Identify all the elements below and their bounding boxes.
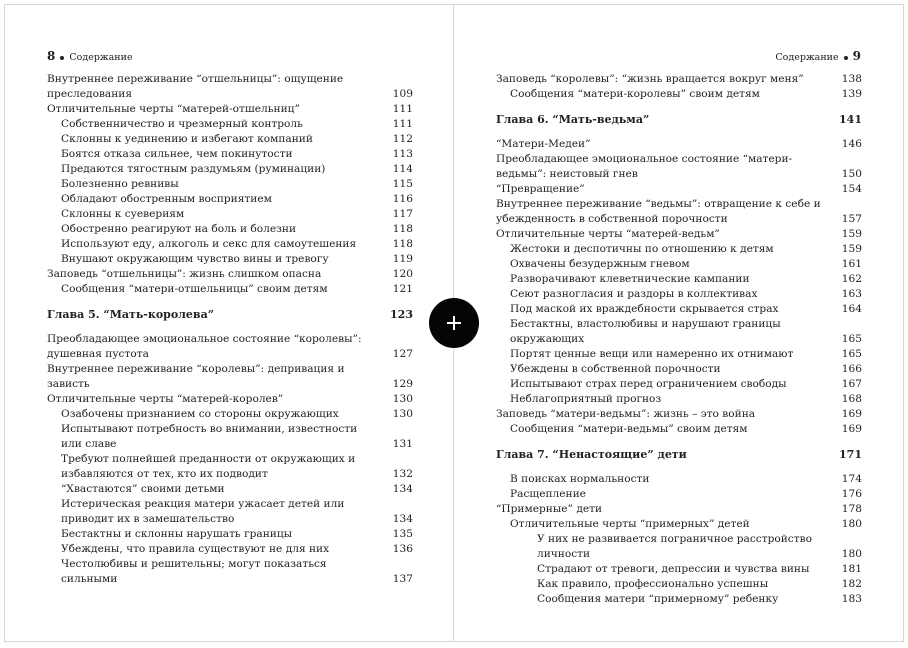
toc-entry-page: 134 [392,483,413,495]
toc-entry-title: Глава 5. “Мать-королева” [47,308,215,321]
toc-entry-title: Расщепление [510,488,586,500]
toc-entry-title: Преобладающее эмоциональное состояние “королевы”: душевная пустота [47,333,362,360]
toc-chapter-entry [47,307,413,322]
toc-entry-title: Озабочены признанием со стороны окружающих [61,408,339,420]
zoom-in-button[interactable] [429,298,479,348]
toc-entry-page: 180 [841,548,862,560]
toc-entry-title: Внутреннее переживание “королевы”: депривация и зависть [47,363,345,390]
toc-entry-page: 130 [392,408,413,420]
toc-entry-page: 127 [392,348,413,360]
toc-entry-title: Истерическая реакция матери ужасает детей или приводит их в замешательство [61,498,345,525]
right-page [453,4,904,642]
page-number-right: 9 [852,49,861,63]
toc-entry-title: Разворачивают клеветнические кампании [510,273,750,285]
toc-entry-page: 169 [841,408,862,420]
toc-entry-title: Сеют разногласия и раздоры в коллективах [510,288,758,300]
toc-entry-page: 169 [841,423,862,435]
toc-entry-title: Жестоки и деспотичны по отношению к детям [510,243,774,255]
toc-entry-title: “Превращение” [496,183,585,195]
toc-entry-title: У них не развивается пограничное расстройство личности [537,533,812,560]
toc-entry [496,472,862,487]
toc-entry-page: 176 [841,488,862,500]
toc-entry-title: Портят ценные вещи или намеренно их отнимают [510,348,794,360]
toc-entry [496,377,862,392]
toc-entry-page: 139 [841,88,862,100]
toc-entry-title: Используют еду, алкоголь и секс для самоутешения [61,238,357,250]
toc-entry [47,282,413,297]
toc-entry [47,132,413,147]
toc-entry [496,87,862,102]
toc-entry-title: Испытывают потребность во внимании, известности или славе [61,423,358,450]
toc-entry [496,592,862,607]
toc-entry [47,407,413,422]
toc-entry-page: 159 [841,228,862,240]
toc-entry-page: 183 [841,593,862,605]
toc-entry [496,392,862,407]
toc-entry [496,272,862,287]
toc-entry-page: 165 [841,348,862,360]
toc-entry-page: 162 [841,273,862,285]
toc-entry [496,317,862,347]
toc-entry-page: 121 [392,283,413,295]
toc-entry-page: 135 [392,528,413,540]
toc-entry [496,302,862,317]
toc-entry-title: Отличительные черты “матерей-ведьм” [496,228,720,240]
toc-entry-page: 123 [390,308,413,321]
toc-entry-title: “Матери-Медеи” [496,138,591,150]
toc-entry-title: Предаются тягостным раздумьям (руминации) [61,163,326,175]
toc-entry [47,332,413,362]
toc-entry [47,422,413,452]
toc-entry [47,222,413,237]
toc-entry-title: Как правило, профессионально успешны [537,578,769,590]
toc-entry-page: 154 [841,183,862,195]
toc-entry-title: Сообщения “матери-отшельницы” своим детям [61,283,328,295]
toc-entry-title: Заповедь “королевы”: “жизнь вращается вокруг меня” [496,73,804,85]
toc-entry-page: 134 [392,513,413,525]
toc-entry-title: Честолюбивы и решительны; могут показаться сильными [61,558,327,585]
toc-entry-title: Внушают окружающим чувство вины и тревогу [61,253,329,265]
toc-entry-page: 136 [392,543,413,555]
toc-entry [47,147,413,162]
toc-entry [47,237,413,252]
toc-entry [47,452,413,482]
toc-entry-page: 181 [841,563,862,575]
toc-entry [496,287,862,302]
toc-entry-title: Болезненно ревнивы [61,178,179,190]
toc-entry-title: Внутреннее переживание “отшельницы”: ощущение преследования [47,73,344,100]
toc-entry-page: 138 [841,73,862,85]
toc-entry [496,407,862,422]
toc-entry [496,422,862,437]
toc-entry [496,487,862,502]
toc-entry-page: 157 [841,213,862,225]
toc-list-right [496,72,862,607]
running-head-right [775,49,861,63]
bullet-dot [844,56,848,60]
toc-entry [496,257,862,272]
toc-entry-title: Преобладающее эмоциональное состояние “матери-ведьмы”: неистовый гнев [496,153,793,180]
toc-entry-page: 164 [841,303,862,315]
toc-entry-title: Испытывают страх перед ограничением свободы [510,378,787,390]
toc-entry-page: 163 [841,288,862,300]
toc-entry-title: Бестактны, властолюбивы и нарушают границы окружающих [510,318,781,345]
toc-entry-title: Глава 6. “Мать-ведьма” [496,113,650,126]
toc-entry [496,152,862,182]
toc-entry-page: 116 [392,193,413,205]
toc-entry-page: 146 [841,138,862,150]
toc-entry [47,497,413,527]
toc-entry-title: Собственничество и чрезмерный контроль [61,118,303,130]
toc-entry-title: Заповедь “отшельницы”: жизнь слишком опасна [47,268,322,280]
left-page [4,4,454,642]
toc-entry-page: 141 [839,113,862,126]
toc-entry-page: 113 [392,148,413,160]
toc-entry [496,517,862,532]
toc-entry [496,197,862,227]
toc-entry [496,72,862,87]
toc-entry-page: 132 [392,468,413,480]
toc-entry-title: Отличительные черты “примерных” детей [510,518,750,530]
toc-entry-title: Сообщения “матери-ведьмы” своим детям [510,423,748,435]
toc-entry-title: Отличительные черты “матерей-королев” [47,393,284,405]
toc-entry [47,362,413,392]
toc-entry-page: 131 [392,438,413,450]
toc-entry-page: 109 [392,88,413,100]
toc-entry-page: 111 [392,103,413,115]
toc-entry [47,392,413,407]
toc-entry-page: 150 [841,168,862,180]
toc-entry-page: 115 [392,178,413,190]
toc-entry [47,252,413,267]
toc-entry [496,137,862,152]
toc-entry [47,117,413,132]
toc-entry [496,227,862,242]
toc-entry [47,177,413,192]
page-number-left: 8 [47,49,56,63]
plus-icon [429,298,479,348]
toc-entry-title: Убеждены в собственной порочности [510,363,721,375]
toc-entry-page: 166 [841,363,862,375]
toc-entry-page: 112 [392,133,413,145]
toc-entry-title: Неблагоприятный прогноз [510,393,662,405]
toc-entry-page: 171 [839,448,862,461]
toc-entry-page: 129 [392,378,413,390]
toc-chapter-entry [496,112,862,127]
toc-entry [47,162,413,177]
toc-entry-title: Внутреннее переживание “ведьмы”: отвращение к себе и убежденность в собственной порочности [496,198,821,225]
toc-entry-page: 118 [392,223,413,235]
toc-entry-title: Страдают от тревоги, депрессии и чувства вины [537,563,810,575]
toc-entry [47,207,413,222]
running-head-title-right: Содержание [775,52,839,63]
toc-entry-title: Под маской их враждебности скрывается страх [510,303,779,315]
toc-entry-title: Склонны к уединению и избегают компаний [61,133,313,145]
toc-entry-page: 120 [392,268,413,280]
toc-entry [47,527,413,542]
toc-list-left [47,72,413,587]
toc-entry [47,267,413,282]
toc-entry [496,532,862,562]
toc-entry-title: Требуют полнейшей преданности от окружающих и избавляются от тех, кто их подводит [61,453,356,480]
toc-entry-page: 117 [392,208,413,220]
toc-entry-page: 111 [392,118,413,130]
running-head-title-left: Содержание [69,52,133,63]
toc-entry [496,362,862,377]
toc-entry-title: Сообщения матери “примерному” ребенку [537,593,779,605]
toc-entry [47,102,413,117]
toc-entry-page: 118 [392,238,413,250]
toc-entry [496,577,862,592]
toc-entry-title: Боятся отказа сильнее, чем покинутости [61,148,293,160]
toc-entry-page: 114 [392,163,413,175]
toc-chapter-entry [496,447,862,462]
toc-entry-title: Отличительные черты “матерей-отшельниц” [47,103,300,115]
toc-entry-title: Охвачены безудержным гневом [510,258,690,270]
toc-entry-page: 130 [392,393,413,405]
toc-entry [47,72,413,102]
toc-entry-title: Заповедь “матери-ведьмы”: жизнь – это война [496,408,756,420]
toc-entry-title: Обладают обостренным восприятием [61,193,272,205]
toc-entry-title: “Примерные” дети [496,503,603,515]
toc-entry-page: 119 [392,253,413,265]
toc-entry-page: 174 [841,473,862,485]
toc-entry [47,557,413,587]
toc-entry-title: Склонны к суевериям [61,208,185,220]
toc-entry-page: 165 [841,333,862,345]
toc-entry-page: 168 [841,393,862,405]
toc-entry-title: Обостренно реагируют на боль и болезни [61,223,297,235]
toc-entry-page: 167 [841,378,862,390]
toc-entry [47,482,413,497]
toc-entry-title: Бестактны и склонны нарушать границы [61,528,293,540]
toc-entry [496,347,862,362]
toc-entry-page: 161 [841,258,862,270]
toc-entry-title: Глава 7. “Ненастоящие” дети [496,448,687,461]
toc-entry-page: 159 [841,243,862,255]
toc-entry-title: “Хвастаются” своими детьми [61,483,225,495]
toc-entry-title: Сообщения “матери-королевы” своим детям [510,88,760,100]
toc-entry [496,182,862,197]
running-head-left [47,49,133,63]
toc-entry-title: Убеждены, что правила существуют не для них [61,543,330,555]
toc-entry-page: 180 [841,518,862,530]
toc-entry [496,502,862,517]
toc-entry [496,562,862,577]
toc-entry [47,542,413,557]
toc-entry-title: В поисках нормальности [510,473,650,485]
toc-entry [47,192,413,207]
toc-entry-page: 137 [392,573,413,585]
toc-entry-page: 178 [841,503,862,515]
bullet-dot [60,56,64,60]
toc-entry [496,242,862,257]
toc-entry-page: 182 [841,578,862,590]
